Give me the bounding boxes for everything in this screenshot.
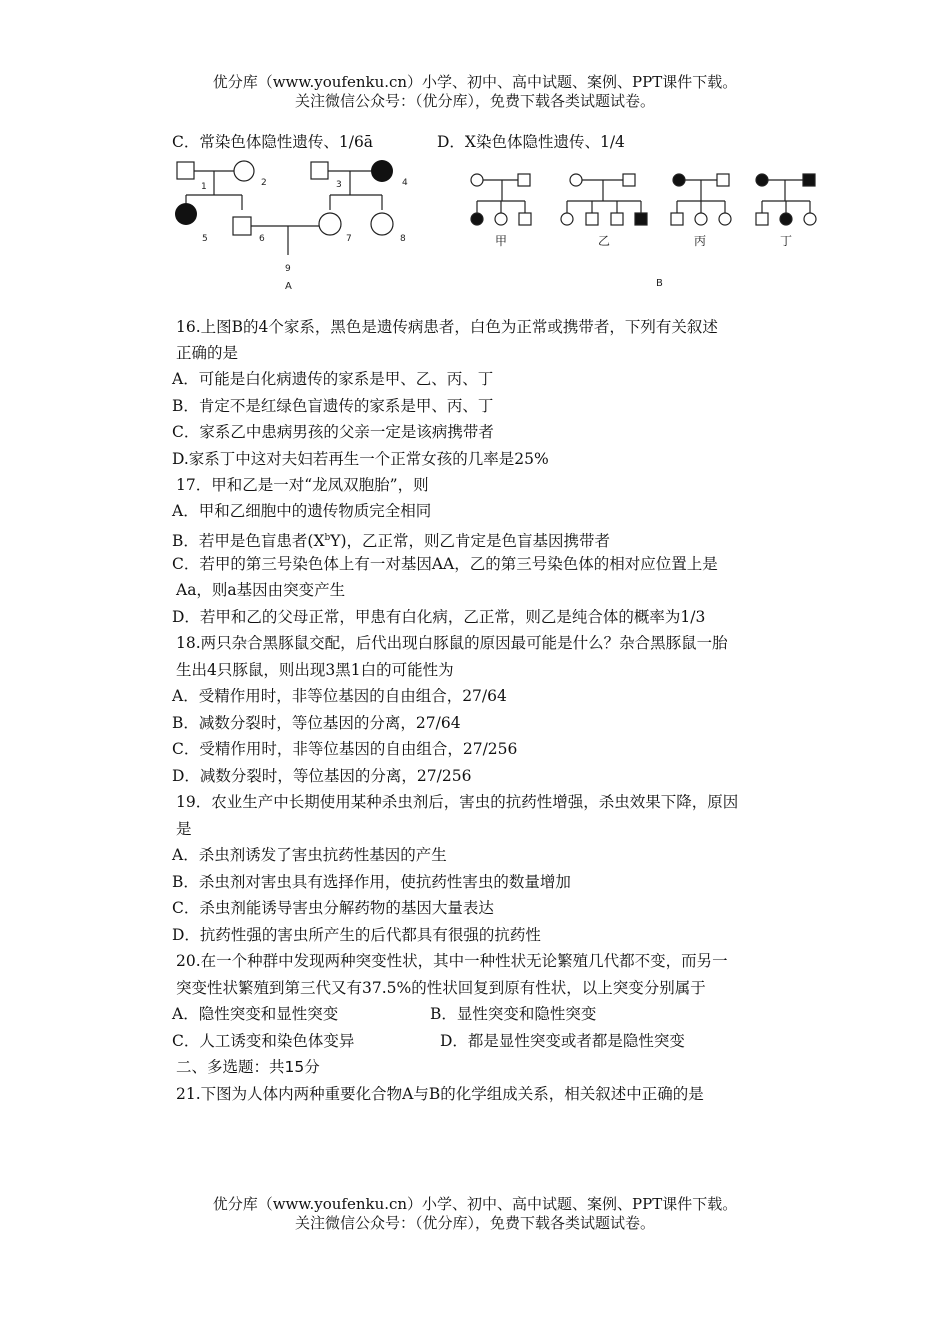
q17-option-b: B．若甲是色盲患者$(X^bY)$，乙正常，则乙肯定是色盲基因携带者 xyxy=(172,532,611,551)
individual-5-affected-female xyxy=(175,203,197,225)
q18-option-d: D．减数分裂时，等位基因的分离，27/256 xyxy=(172,767,472,785)
label-4: 4 xyxy=(402,178,408,188)
family-ding xyxy=(756,174,816,225)
q20-option-c: C．人工诱变和染色体变异 xyxy=(172,1032,355,1050)
footer-line-1: 优分库（www.youfenku.cn）小学、初中、高中试题、案例、PPT课件下载。 xyxy=(212,1195,738,1213)
page-header xyxy=(0,73,950,111)
q21-stem: 21.下图为人体内两种重要化合物A与B的化学组成关系，相关叙述中正确的是 xyxy=(176,1085,704,1103)
q16-option-d: D.家系丁中这对夫妇若再生一个正常女孩的几率是25% xyxy=(172,450,549,468)
q20-option-a: A．隐性突变和显性突变 xyxy=(172,1005,339,1023)
q17-option-d: D．若甲和乙的父母正常，甲患有白化病，乙正常，则乙是纯合体的概率为1/3 xyxy=(172,608,706,626)
label-1: 1 xyxy=(201,182,207,192)
family-yi xyxy=(561,174,647,225)
header-line-1: 优分库（www.youfenku.cn）小学、初中、高中试题、案例、PPT课件下载。 xyxy=(212,73,738,91)
individual-8-female xyxy=(371,213,393,235)
q16-stem-line1: 16.上图B的4个家系，黑色是遗传病患者，白色为正常或携带者，下列有关叙述 xyxy=(176,318,718,336)
q20-option-b: B．显性突变和隐性突变 xyxy=(430,1005,597,1023)
individual-4-affected-female xyxy=(371,160,393,182)
individual-3-male xyxy=(311,162,328,179)
q19-option-b: B．杀虫剂对害虫具有选择作用，使抗药性害虫的数量增加 xyxy=(172,873,571,891)
label-jia: 甲 xyxy=(495,234,508,248)
individual-1-male xyxy=(177,162,194,179)
q15-option-c: C．常染色体隐性遗传、1/6ā xyxy=(172,133,374,151)
q19-option-c: C．杀虫剂能诱导害虫分解药物的基因大量表达 xyxy=(172,899,494,917)
q19-stem-line1: 19．农业生产中长期使用某种杀虫剂后，害虫的抗药性增强，杀虫效果下降，原因 xyxy=(176,793,739,811)
q19-stem-line2: 是 xyxy=(176,820,192,838)
q18-option-c: C．受精作用时，非等位基因的自由组合，27/256 xyxy=(172,740,518,758)
figure-a-caption: A xyxy=(285,281,292,292)
q18-stem-line2: 生出4只豚鼠，则出现3黑1白的可能性为 xyxy=(176,661,454,679)
label-2: 2 xyxy=(261,178,267,188)
label-yi: 乙 xyxy=(598,234,611,248)
q17-option-a: A．甲和乙细胞中的遗传物质完全相同 xyxy=(172,502,432,520)
label-5: 5 xyxy=(202,234,208,244)
q20-stem-line1: 20.在一个种群中发现两种突变性状，其中一种性状无论繁殖几代都不变，而另一 xyxy=(176,952,728,970)
family-bing xyxy=(671,174,731,225)
section-heading-multiple-choice: 二、多选题：共15分 xyxy=(176,1058,320,1076)
q19-option-d: D．抗药性强的害虫所产生的后代都具有很强的抗药性 xyxy=(172,926,541,944)
label-9: 9 xyxy=(285,264,291,274)
figure-b-caption: B xyxy=(656,278,663,289)
label-8: 8 xyxy=(400,234,406,244)
individual-2-female xyxy=(234,161,254,181)
q20-stem-line2: 突变性状繁殖到第三代又有37.5%的性状回复到原有性状，以上突变分别属于 xyxy=(176,979,706,997)
page-footer xyxy=(0,1195,950,1233)
footer-line-2: 关注微信公众号：（优分库），免费下载各类试题试卷。 xyxy=(294,1214,655,1232)
label-ding: 丁 xyxy=(780,234,793,248)
q18-option-b: B．减数分裂时，等位基因的分离，27/64 xyxy=(172,714,461,732)
q19-option-a: A．杀虫剂诱发了害虫抗药性基因的产生 xyxy=(172,846,447,864)
header-line-2: 关注微信公众号：（优分库），免费下载各类试题试卷。 xyxy=(294,92,655,110)
q16-stem-line2: 正确的是 xyxy=(176,344,239,362)
label-bing: 丙 xyxy=(694,234,707,248)
q17-option-c-line1: C．若甲的第三号染色体上有一对基因AA，乙的第三号染色体的相对应位置上是 xyxy=(172,555,718,573)
q17-stem: 17．甲和乙是一对“龙凤双胞胎”，则 xyxy=(176,476,429,494)
family-jia xyxy=(471,174,531,225)
q16-option-b: B．肯定不是红绿色盲遗传的家系是甲、丙、丁 xyxy=(172,397,494,415)
q15-option-d: D．X染色体隐性遗传、1/4 xyxy=(437,133,625,151)
q17-option-c-line2: Aa，则a基因由突变产生 xyxy=(176,581,346,599)
label-6: 6 xyxy=(259,234,265,244)
q16-option-c: C．家系乙中患病男孩的父亲一定是该病携带者 xyxy=(172,423,494,441)
individual-6-male xyxy=(233,217,251,235)
q16-option-a: A．可能是白化病遗传的家系是甲、乙、丙、丁 xyxy=(172,370,494,388)
individual-7-female xyxy=(319,213,341,235)
pedigree-figure-a xyxy=(170,155,440,295)
label-3: 3 xyxy=(336,180,342,190)
q18-stem-line1: 18.两只杂合黑豚鼠交配，后代出现白豚鼠的原因最可能是什么？杂合黑豚鼠一胎 xyxy=(176,634,728,652)
label-7: 7 xyxy=(346,234,352,244)
q20-option-d: D．都是显性突变或者都是隐性突变 xyxy=(440,1032,685,1050)
q18-option-a: A．受精作用时，非等位基因的自由组合，27/64 xyxy=(172,687,507,705)
pedigree-figure-b xyxy=(460,163,830,293)
